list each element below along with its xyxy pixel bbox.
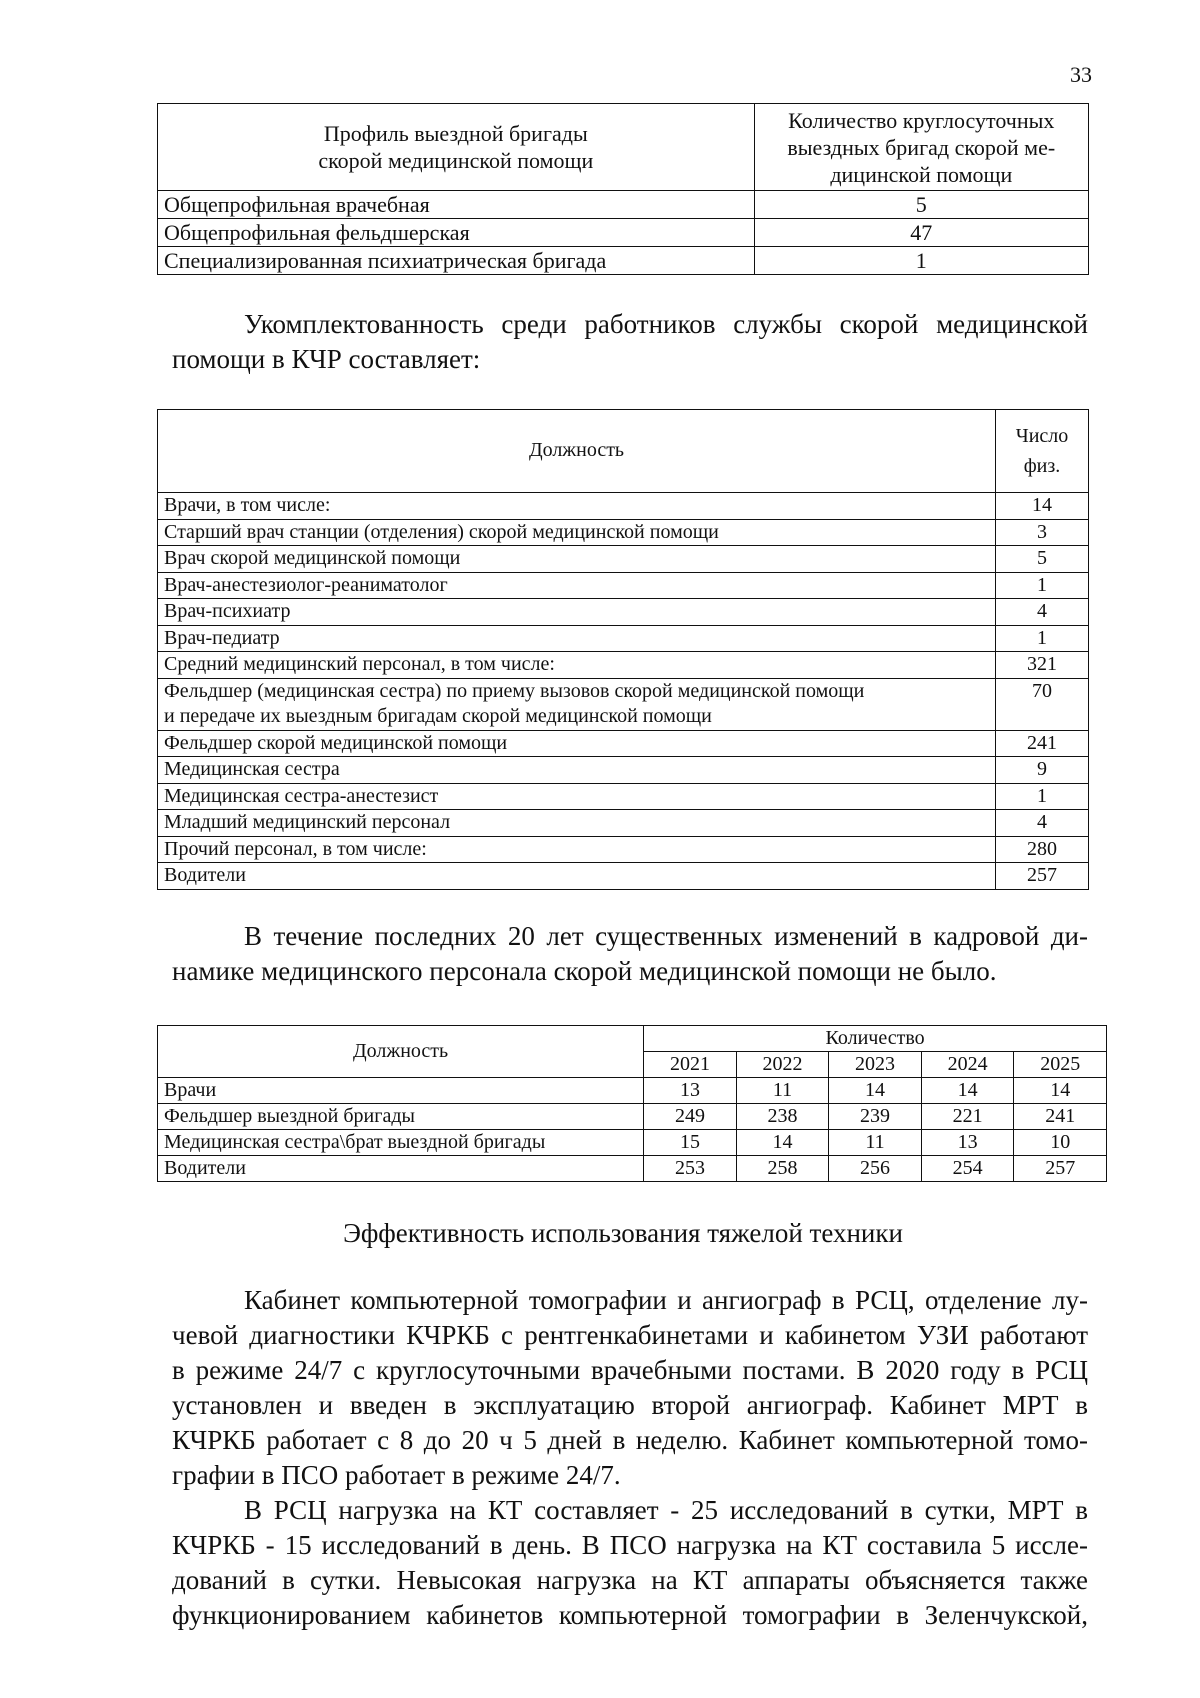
staffing-table — [157, 409, 1089, 890]
year-header: 2023 — [829, 1052, 922, 1078]
position-cell: Старший врач станции (отделения) скорой медицинской помощи — [158, 519, 996, 546]
staffing-paragraph: Укомплектованность среди работников службы скорой медицинской помощи в КЧР составляет: — [172, 309, 1088, 374]
count-cell: 5 — [754, 191, 1088, 219]
table-row — [158, 863, 1089, 890]
table-row — [158, 219, 1089, 247]
table-row — [158, 599, 1089, 626]
header-quantity: Количество — [644, 1026, 1107, 1052]
position-cell: Врачи, в том числе: — [158, 493, 996, 520]
value-cell: 241 — [1014, 1104, 1107, 1130]
position-cell: Водители — [158, 1156, 644, 1182]
brigades-table — [157, 103, 1089, 275]
table-row — [158, 810, 1089, 837]
table-row — [158, 546, 1089, 573]
count-cell: 1 — [996, 783, 1089, 810]
position-cell: Фельдшер скорой медицинской помощи — [158, 730, 996, 757]
position-cell: Врач скорой медицинской помощи — [158, 546, 996, 573]
year-header: 2024 — [921, 1052, 1014, 1078]
header-position: Должность — [158, 1026, 644, 1078]
header-count: Число физ. — [996, 410, 1089, 493]
value-cell: 13 — [644, 1078, 737, 1104]
value-cell: 258 — [736, 1156, 829, 1182]
table-header-row — [158, 1026, 1107, 1052]
header-count: Количество круглосуточных выездных бригад скорой ме- дицинской помощи — [754, 104, 1088, 191]
table-header-row — [158, 104, 1089, 191]
position-cell: Врачи — [158, 1078, 644, 1104]
year-header: 2021 — [644, 1052, 737, 1078]
position-cell: Средний медицинский персонал, в том числе: — [158, 652, 996, 679]
count-cell: 321 — [996, 652, 1089, 679]
position-cell: Водители — [158, 863, 996, 890]
position-cell: Фельдшер выездной бригады — [158, 1104, 644, 1130]
value-cell: 15 — [644, 1130, 737, 1156]
position-cell: Фельдшер (медицинская сестра) по приему вызовов скорой медицинской помощи и передаче их выездным бригадам скорой медицинской помощи — [158, 678, 996, 730]
table-row — [158, 519, 1089, 546]
count-cell: 70 — [996, 678, 1089, 730]
count-cell: 280 — [996, 836, 1089, 863]
workload-paragraph: В РСЦ нагрузка на КТ составляет - 25 исследований в сутки, МРТ в КЧРКБ - 15 исследований в день. В ПСО нагрузка на КТ составила 5 иссле- дований в сутки. Невысокая нагрузка на КТ аппараты объясняется также функционированием кабинетов компьютерной томографии в Зеленчукской, — [172, 1495, 1088, 1630]
header-position: Должность — [158, 410, 996, 493]
table-row — [158, 678, 1089, 730]
table-row — [158, 757, 1089, 784]
table-header-row — [158, 410, 1089, 493]
year-header: 2025 — [1014, 1052, 1107, 1078]
value-cell: 249 — [644, 1104, 737, 1130]
table-row — [158, 1156, 1107, 1182]
count-cell: 47 — [754, 219, 1088, 247]
count-cell: 4 — [996, 599, 1089, 626]
position-cell: Медицинская сестра\брат выездной бригады — [158, 1130, 644, 1156]
value-cell: 13 — [921, 1130, 1014, 1156]
value-cell: 14 — [1014, 1078, 1107, 1104]
value-cell: 14 — [736, 1130, 829, 1156]
profile-cell: Общепрофильная фельдшерская — [158, 219, 755, 247]
count-cell: 1 — [996, 625, 1089, 652]
table-row — [158, 1130, 1107, 1156]
table-row — [158, 191, 1089, 219]
profile-cell: Общепрофильная врачебная — [158, 191, 755, 219]
value-cell: 253 — [644, 1156, 737, 1182]
table-row — [158, 730, 1089, 757]
header-profile: Профиль выездной бригады скорой медицинской помощи — [158, 104, 755, 191]
dynamics-paragraph: В течение последних 20 лет существенных изменений в кадровой ди- намике медицинского персонала скорой медицинской помощи не было. — [172, 921, 1088, 986]
count-cell: 5 — [996, 546, 1089, 573]
profile-cell: Специализированная психиатрическая бригада — [158, 247, 755, 275]
table-row — [158, 783, 1089, 810]
count-cell: 9 — [996, 757, 1089, 784]
count-cell: 241 — [996, 730, 1089, 757]
year-header: 2022 — [736, 1052, 829, 1078]
position-cell: Врач-психиатр — [158, 599, 996, 626]
count-cell: 14 — [996, 493, 1089, 520]
table-row — [158, 836, 1089, 863]
table-row — [158, 1078, 1107, 1104]
table-row — [158, 1104, 1107, 1130]
value-cell: 238 — [736, 1104, 829, 1130]
table-row — [158, 247, 1089, 275]
position-cell: Медицинская сестра-анестезист — [158, 783, 996, 810]
position-cell: Младший медицинский персонал — [158, 810, 996, 837]
value-cell: 11 — [736, 1078, 829, 1104]
count-cell: 257 — [996, 863, 1089, 890]
table-row — [158, 572, 1089, 599]
section-title: Эффективность использования тяжелой техники — [343, 1218, 903, 1248]
value-cell: 239 — [829, 1104, 922, 1130]
count-cell: 3 — [996, 519, 1089, 546]
count-cell: 1 — [754, 247, 1088, 275]
value-cell: 254 — [921, 1156, 1014, 1182]
equipment-paragraph: Кабинет компьютерной томографии и ангиограф в РСЦ, отделение лу- чевой диагностики КЧРКБ с рентгенкабинетами и кабинетом УЗИ работают в режиме 24/7 с круглосуточными врачебными постами. В 2020 году в РСЦ установлен и введен в эксплуатацию второй ангиограф. Кабинет МРТ в КЧРКБ работает с 8 до 20 ч 5 дней в неделю. Кабинет компьютерной томо- графии в ПСО работает в режиме 24/7. — [172, 1285, 1088, 1490]
position-cell: Врач-педиатр — [158, 625, 996, 652]
page-number: 33 — [1070, 62, 1092, 87]
staff-dynamics-table — [157, 1025, 1107, 1182]
value-cell: 14 — [921, 1078, 1014, 1104]
value-cell: 11 — [829, 1130, 922, 1156]
table-row — [158, 493, 1089, 520]
value-cell: 14 — [829, 1078, 922, 1104]
position-cell: Медицинская сестра — [158, 757, 996, 784]
value-cell: 257 — [1014, 1156, 1107, 1182]
count-cell: 1 — [996, 572, 1089, 599]
position-cell: Прочий персонал, в том числе: — [158, 836, 996, 863]
value-cell: 221 — [921, 1104, 1014, 1130]
position-cell: Врач-анестезиолог-реаниматолог — [158, 572, 996, 599]
table-row — [158, 625, 1089, 652]
value-cell: 10 — [1014, 1130, 1107, 1156]
count-cell: 4 — [996, 810, 1089, 837]
value-cell: 256 — [829, 1156, 922, 1182]
table-row — [158, 652, 1089, 679]
